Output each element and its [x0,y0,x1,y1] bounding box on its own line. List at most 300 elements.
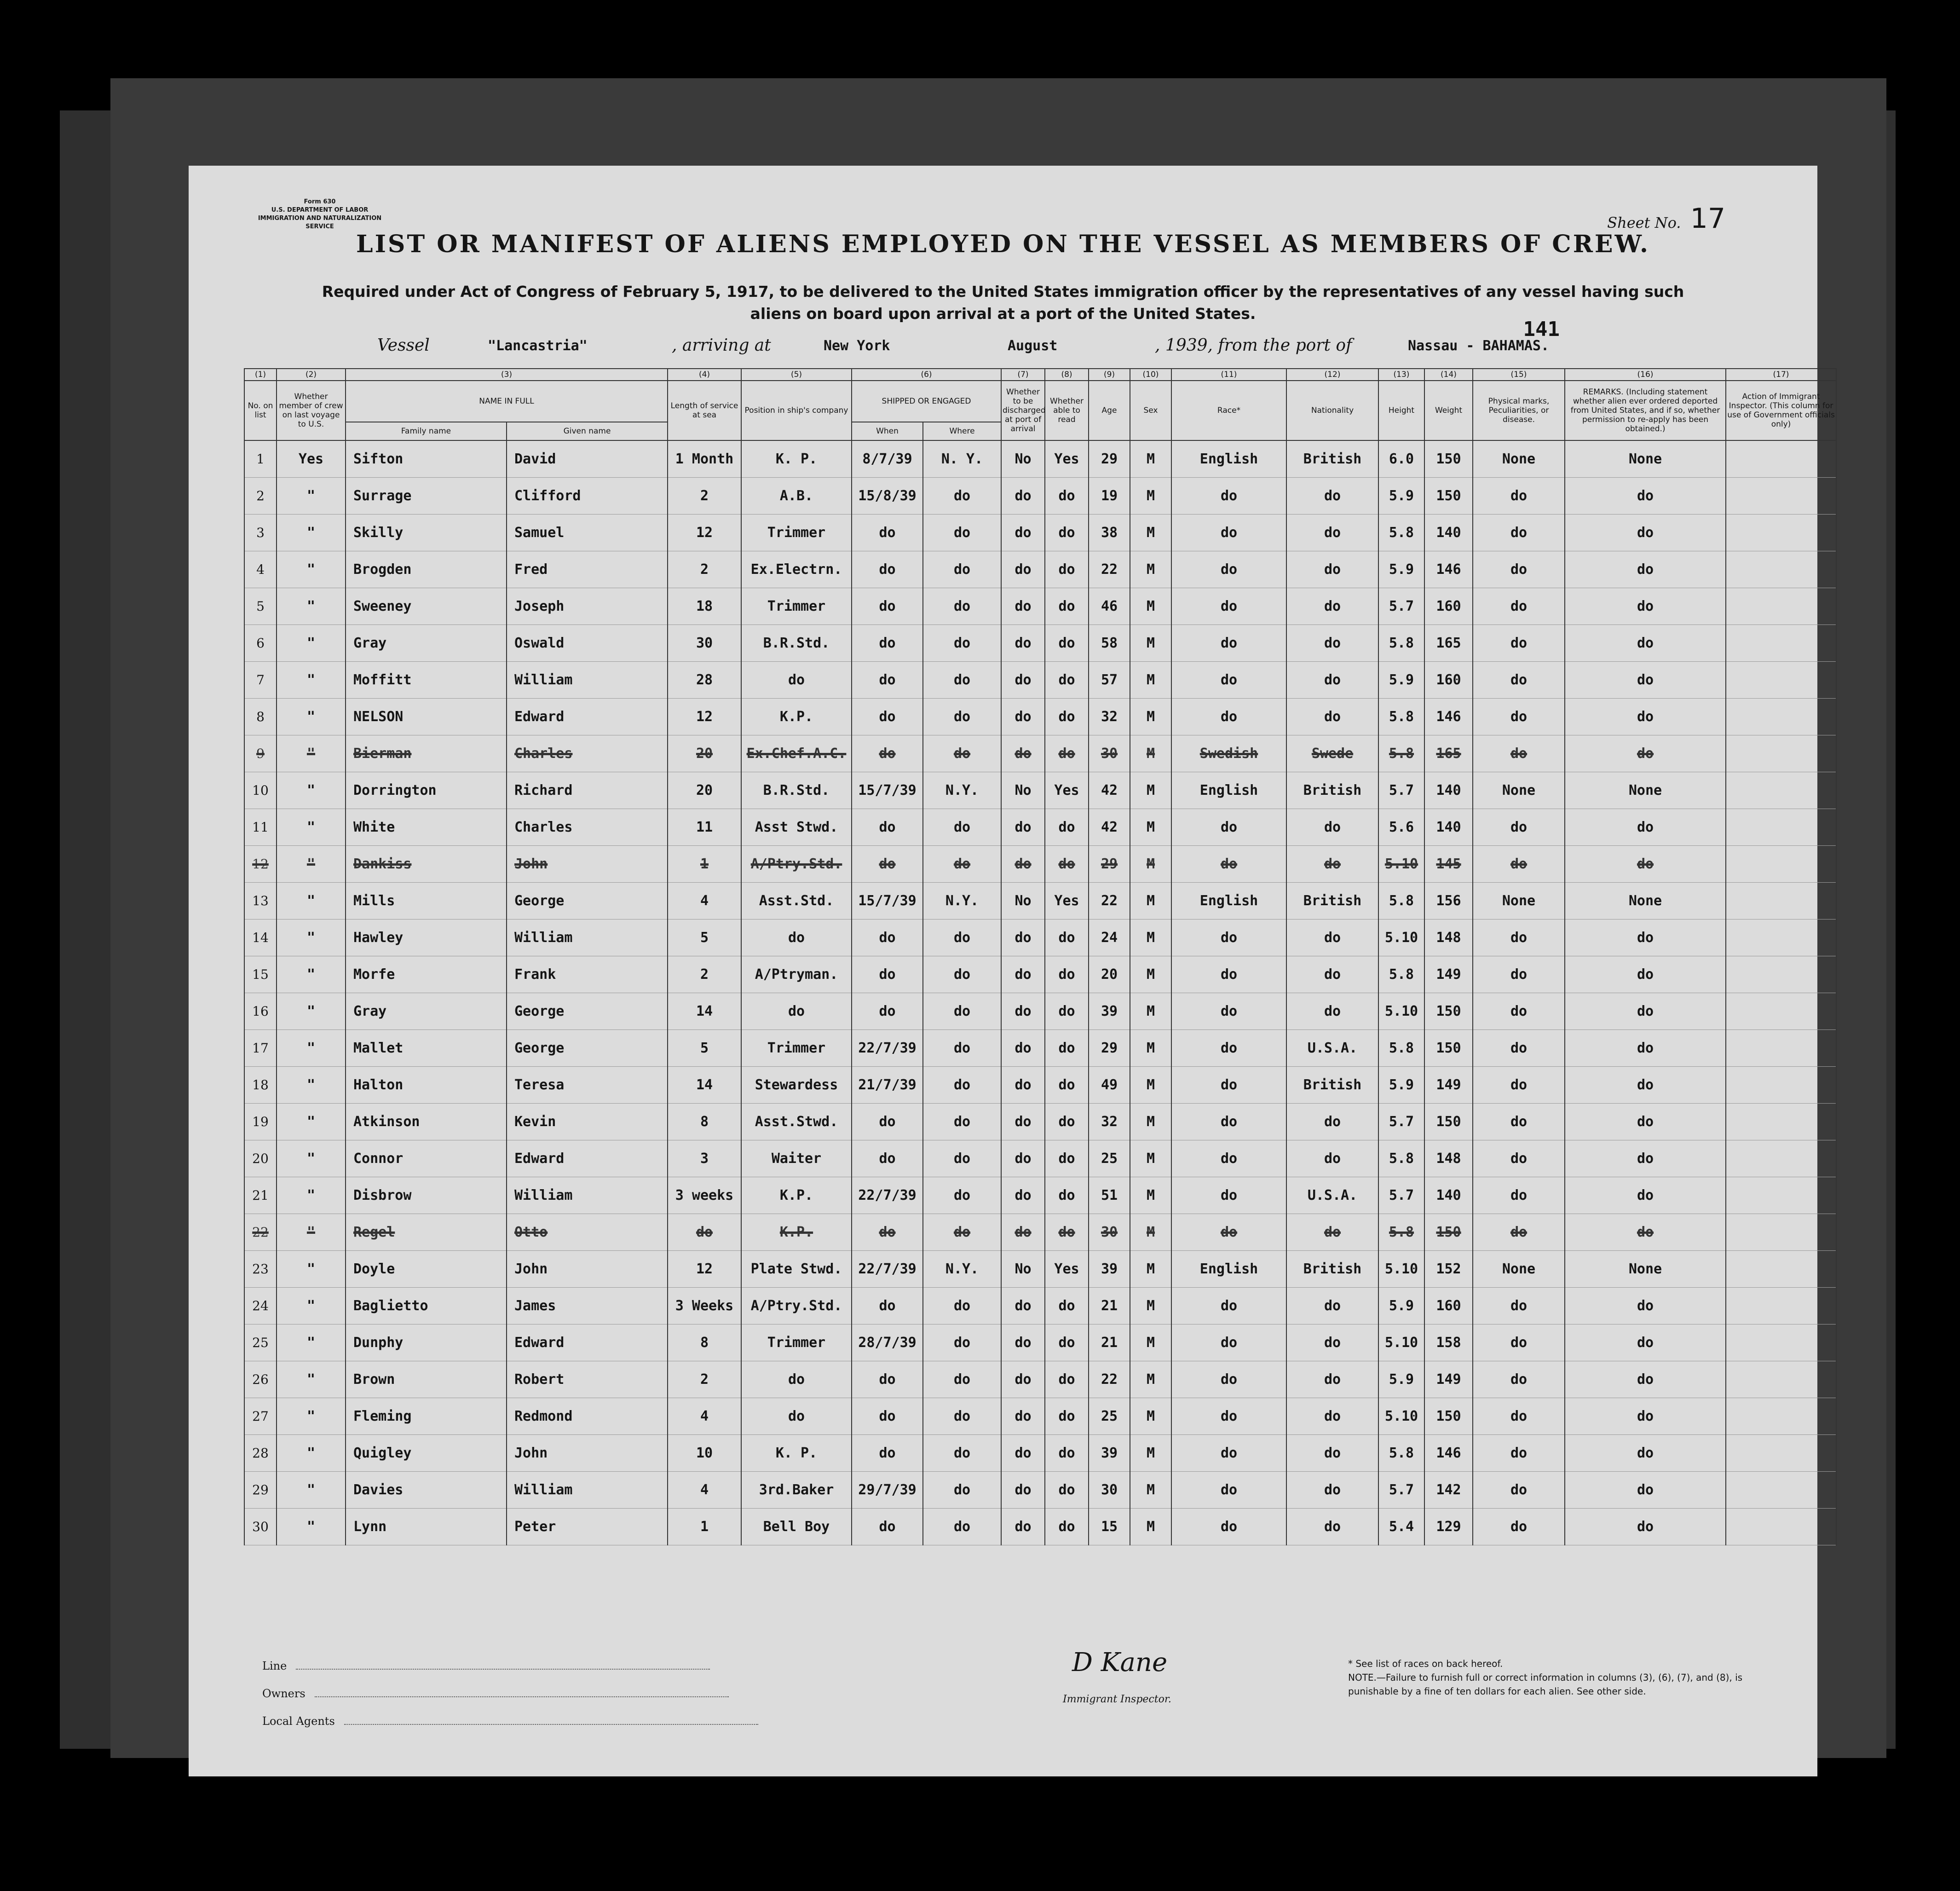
nationality-cell: do [1286,588,1378,625]
age-cell: 58 [1089,625,1130,662]
given-name-cell: George [507,1030,668,1067]
nationality-cell: do [1286,1472,1378,1509]
crew-row [244,1472,1836,1509]
remarks-cell: do [1565,919,1726,956]
able-to-read-cell: Yes [1045,440,1089,478]
sex-cell: M [1130,699,1171,735]
physical-marks-cell: None [1473,772,1565,809]
col-header-remarks: REMARKS. (Including statement whether alien ever ordered deported from United States, and if so, whether permission to re-apply has been obtained.) [1565,381,1726,440]
length-of-service-cell: 4 [668,1398,741,1435]
line-number-cell: 3 [244,515,277,551]
remarks-cell: None [1565,883,1726,919]
height-cell: 5.10 [1378,846,1424,883]
col-num-11: (11) [1171,369,1286,381]
family-name-cell: Mills [346,883,507,919]
shipped-when-cell: do [852,1509,923,1545]
age-cell: 32 [1089,1104,1130,1140]
col-header-physical-marks: Physical marks, Peculiarities, or disease. [1473,381,1565,440]
sex-cell: M [1130,551,1171,588]
footer-owners-label: Owners [262,1687,306,1700]
remarks-cell: do [1565,588,1726,625]
sex-cell: M [1130,1140,1171,1177]
age-cell: 32 [1089,699,1130,735]
height-cell: 5.7 [1378,1104,1424,1140]
previous-voyage-cell: " [277,993,346,1030]
family-name-cell: Dorrington [346,772,507,809]
line-number-cell: 27 [244,1398,277,1435]
shipped-when-cell: do [852,699,923,735]
length-of-service-cell: 12 [668,515,741,551]
sex-cell: M [1130,919,1171,956]
family-name-cell: Lynn [346,1509,507,1545]
position-cell: Asst.Stwd. [741,1104,852,1140]
weight-cell: 150 [1424,1398,1473,1435]
sex-cell: M [1130,1067,1171,1104]
previous-voyage-cell: " [277,1177,346,1214]
remarks-cell: do [1565,1104,1726,1140]
shipped-where-cell: do [923,1472,1001,1509]
height-cell: 5.6 [1378,809,1424,846]
given-name-cell: Teresa [507,1067,668,1104]
crew-row [244,919,1836,956]
crew-row [244,1030,1836,1067]
length-of-service-cell: 8 [668,1104,741,1140]
shipped-where-cell: N.Y. [923,883,1001,919]
position-cell: 3rd.Baker [741,1472,852,1509]
given-name-cell: Edward [507,1140,668,1177]
given-name-cell: Charles [507,735,668,772]
height-cell: 5.9 [1378,1361,1424,1398]
able-to-read-cell: do [1045,699,1089,735]
age-cell: 22 [1089,883,1130,919]
height-cell: 5.7 [1378,588,1424,625]
shipped-when-cell: do [852,1361,923,1398]
able-to-read-cell: Yes [1045,883,1089,919]
weight-cell: 150 [1424,1214,1473,1251]
weight-cell: 140 [1424,772,1473,809]
remarks-cell: do [1565,1030,1726,1067]
line-number-cell: 17 [244,1030,277,1067]
position-cell: Asst Stwd. [741,809,852,846]
nationality-cell: do [1286,1509,1378,1545]
crew-row [244,1140,1836,1177]
nationality-cell: do [1286,551,1378,588]
weight-cell: 150 [1424,440,1473,478]
previous-voyage-cell: " [277,1140,346,1177]
previous-voyage-cell: " [277,1288,346,1324]
family-name-cell: Morfe [346,956,507,993]
shipped-where-cell: do [923,1324,1001,1361]
nationality-cell: British [1286,1067,1378,1104]
sex-cell: M [1130,809,1171,846]
remarks-cell: do [1565,699,1726,735]
length-of-service-cell: 2 [668,551,741,588]
shipped-where-cell: do [923,1435,1001,1472]
able-to-read-cell: do [1045,956,1089,993]
col-header-given-name: Given name [507,422,668,440]
footer-agents-label: Local Agents [262,1715,335,1728]
previous-voyage-cell: " [277,662,346,699]
height-cell: 5.8 [1378,1030,1424,1067]
shipped-when-cell: do [852,515,923,551]
column-number-row [244,369,1836,381]
physical-marks-cell: do [1473,1435,1565,1472]
physical-marks-cell: do [1473,1104,1565,1140]
given-name-cell: Samuel [507,515,668,551]
col-header-previous-voyage: Whether member of crew on last voyage to U.S. [277,381,346,440]
list-number: 141 [1523,318,1560,341]
previous-voyage-cell: " [277,772,346,809]
previous-voyage-cell: " [277,1324,346,1361]
position-cell: Stewardess [741,1067,852,1104]
position-cell: do [741,919,852,956]
col-num-5: (5) [741,369,852,381]
race-cell: do [1171,919,1286,956]
col-num-8: (8) [1045,369,1089,381]
physical-marks-cell: do [1473,662,1565,699]
able-to-read-cell: do [1045,1472,1089,1509]
inspector-action-cell [1726,1177,1836,1214]
sex-cell: M [1130,662,1171,699]
col-num-15: (15) [1473,369,1565,381]
remarks-cell: do [1565,993,1726,1030]
age-cell: 22 [1089,1361,1130,1398]
able-to-read-cell: do [1045,1214,1089,1251]
length-of-service-cell: 30 [668,625,741,662]
shipped-where-cell: do [923,1509,1001,1545]
physical-marks-cell: do [1473,1472,1565,1509]
arrival-month: August [1008,338,1058,354]
line-number-cell: 11 [244,809,277,846]
family-name-cell: NELSON [346,699,507,735]
age-cell: 19 [1089,478,1130,515]
given-name-cell: Richard [507,772,668,809]
length-of-service-cell: 3 [668,1140,741,1177]
given-name-cell: John [507,1251,668,1288]
given-name-cell: William [507,1472,668,1509]
crew-row [244,1324,1836,1361]
position-cell: do [741,993,852,1030]
race-cell: do [1171,625,1286,662]
discharged-cell: do [1001,1214,1045,1251]
discharged-cell: do [1001,1067,1045,1104]
col-num-16: (16) [1565,369,1726,381]
remarks-cell: do [1565,551,1726,588]
shipped-where-cell: do [923,1140,1001,1177]
given-name-cell: Oswald [507,625,668,662]
height-cell: 5.8 [1378,515,1424,551]
line-number-cell: 24 [244,1288,277,1324]
inspector-action-cell [1726,1435,1836,1472]
race-cell: do [1171,1067,1286,1104]
page-title: LIST OR MANIFEST OF ALIENS EMPLOYED ON THE VESSEL AS MEMBERS OF CREW. [356,230,1650,258]
race-cell: do [1171,993,1286,1030]
inspector-action-cell [1726,883,1836,919]
line-number-cell: 28 [244,1435,277,1472]
col-header-discharged: Whether to be discharged at port of arrival [1001,381,1045,440]
weight-cell: 150 [1424,1104,1473,1140]
crew-row [244,1104,1836,1140]
given-name-cell: John [507,1435,668,1472]
line-number-cell: 7 [244,662,277,699]
shipped-when-cell: do [852,993,923,1030]
height-cell: 5.8 [1378,1140,1424,1177]
inspector-action-cell [1726,956,1836,993]
col-num-13: (13) [1378,369,1424,381]
family-name-cell: Skilly [346,515,507,551]
shipped-where-cell: do [923,956,1001,993]
height-cell: 5.8 [1378,1435,1424,1472]
line-number-cell: 13 [244,883,277,919]
physical-marks-cell: do [1473,588,1565,625]
weight-cell: 152 [1424,1251,1473,1288]
height-cell: 5.10 [1378,1398,1424,1435]
col-header-able-to-read: Whether able to read [1045,381,1089,440]
discharged-cell: do [1001,625,1045,662]
physical-marks-cell: do [1473,1288,1565,1324]
weight-cell: 149 [1424,956,1473,993]
line-number-cell: 1 [244,440,277,478]
col-header-nationality: Nationality [1286,381,1378,440]
height-cell: 5.4 [1378,1509,1424,1545]
crew-row [244,478,1836,515]
inspector-action-cell [1726,846,1836,883]
weight-cell: 145 [1424,846,1473,883]
age-cell: 21 [1089,1324,1130,1361]
age-cell: 39 [1089,1251,1130,1288]
age-cell: 20 [1089,956,1130,993]
races-note: * See list of races on back hereof. [1348,1658,1503,1669]
sheet-number-value: 17 [1690,202,1725,235]
family-name-cell: Dankiss [346,846,507,883]
service-name: IMMIGRATION AND NATURALIZATION SERVICE [258,215,382,230]
length-of-service-cell: 20 [668,772,741,809]
footer-line-field [262,1652,758,1680]
family-name-cell: Quigley [346,1435,507,1472]
given-name-cell: Robert [507,1361,668,1398]
weight-cell: 150 [1424,478,1473,515]
discharged-cell: do [1001,956,1045,993]
inspector-action-cell [1726,1324,1836,1361]
height-cell: 5.9 [1378,1288,1424,1324]
inspector-action-cell [1726,809,1836,846]
col-header-length-of-service: Length of service at sea [668,381,741,440]
length-of-service-cell: 1 [668,846,741,883]
vessel-label: Vessel [377,336,430,355]
shipped-when-cell: do [852,551,923,588]
height-cell: 5.8 [1378,735,1424,772]
previous-voyage-cell: " [277,1214,346,1251]
position-cell: K.P. [741,1214,852,1251]
discharged-cell: No [1001,772,1045,809]
line-number-cell: 15 [244,956,277,993]
length-of-service-cell: 3 Weeks [668,1288,741,1324]
shipped-when-cell: 28/7/39 [852,1324,923,1361]
sex-cell: M [1130,1251,1171,1288]
weight-cell: 129 [1424,1509,1473,1545]
form-header [258,198,382,231]
physical-marks-cell: do [1473,1177,1565,1214]
remarks-cell: do [1565,1361,1726,1398]
race-cell: do [1171,1104,1286,1140]
col-header-position: Position in ship's company [741,381,852,440]
given-name-cell: Kevin [507,1104,668,1140]
crew-manifest-table [244,368,1837,1545]
crew-row [244,1214,1836,1251]
race-cell: do [1171,699,1286,735]
age-cell: 46 [1089,588,1130,625]
line-number-cell: 12 [244,846,277,883]
col-header-race: Race* [1171,381,1286,440]
given-name-cell: Redmond [507,1398,668,1435]
sex-cell: M [1130,993,1171,1030]
shipped-when-cell: 21/7/39 [852,1067,923,1104]
physical-marks-cell: do [1473,1030,1565,1067]
physical-marks-cell: do [1473,846,1565,883]
inspector-action-cell [1726,1030,1836,1067]
line-number-cell: 26 [244,1361,277,1398]
shipped-when-cell: 22/7/39 [852,1030,923,1067]
nationality-cell: do [1286,993,1378,1030]
remarks-cell: do [1565,1288,1726,1324]
crew-row [244,993,1836,1030]
discharged-cell: do [1001,478,1045,515]
shipped-when-cell: do [852,625,923,662]
previous-voyage-cell: " [277,1251,346,1288]
crew-row [244,883,1836,919]
family-name-cell: Brown [346,1361,507,1398]
length-of-service-cell: 4 [668,883,741,919]
nationality-cell: do [1286,699,1378,735]
remarks-cell: do [1565,735,1726,772]
able-to-read-cell: do [1045,1509,1089,1545]
physical-marks-cell: do [1473,551,1565,588]
race-cell: English [1171,772,1286,809]
given-name-cell: Otto [507,1214,668,1251]
previous-voyage-cell: " [277,478,346,515]
physical-marks-cell: do [1473,1067,1565,1104]
sheet-number-label: Sheet No. [1607,214,1681,231]
crew-row [244,1177,1836,1214]
race-cell: do [1171,1324,1286,1361]
line-number-cell: 16 [244,993,277,1030]
height-cell: 5.10 [1378,993,1424,1030]
previous-voyage-cell: " [277,883,346,919]
discharged-cell: do [1001,1509,1045,1545]
position-cell: B.R.Std. [741,625,852,662]
nationality-cell: do [1286,1435,1378,1472]
shipped-where-cell: do [923,846,1001,883]
position-cell: do [741,1361,852,1398]
height-cell: 5.8 [1378,1214,1424,1251]
previous-voyage-cell: " [277,1472,346,1509]
weight-cell: 146 [1424,1435,1473,1472]
sex-cell: M [1130,772,1171,809]
inspector-action-cell [1726,588,1836,625]
position-cell: A/Ptry.Std. [741,1288,852,1324]
sex-cell: M [1130,588,1171,625]
shipped-where-cell: do [923,735,1001,772]
race-cell: do [1171,1509,1286,1545]
discharged-cell: No [1001,883,1045,919]
nationality-cell: British [1286,440,1378,478]
race-cell: do [1171,809,1286,846]
height-cell: 5.10 [1378,1251,1424,1288]
discharged-cell: do [1001,1435,1045,1472]
age-cell: 30 [1089,1214,1130,1251]
previous-voyage-cell: " [277,588,346,625]
shipped-where-cell: do [923,1030,1001,1067]
shipped-when-cell: 15/7/39 [852,883,923,919]
page-subtitle: Required under Act of Congress of February 5, 1917, to be delivered to the United States immigration officer by the representatives of any vessel having such aliens on board upon arrival at a port of the United States. [322,283,1684,323]
length-of-service-cell: 28 [668,662,741,699]
discharged-cell: do [1001,735,1045,772]
physical-marks-cell: do [1473,809,1565,846]
footer-notes [1348,1657,1790,1698]
age-cell: 29 [1089,846,1130,883]
shipped-where-cell: do [923,1361,1001,1398]
sex-cell: M [1130,1104,1171,1140]
crew-row [244,956,1836,993]
inspector-action-cell [1726,1361,1836,1398]
sex-cell: M [1130,1324,1171,1361]
inspector-action-cell [1726,1398,1836,1435]
inspector-action-cell [1726,772,1836,809]
discharged-cell: do [1001,1361,1045,1398]
col-num-3: (3) [346,369,668,381]
remarks-cell: do [1565,1435,1726,1472]
family-name-cell: Moffitt [346,662,507,699]
length-of-service-cell: 14 [668,1067,741,1104]
shipped-when-cell: do [852,919,923,956]
sex-cell: M [1130,1509,1171,1545]
race-cell: do [1171,515,1286,551]
col-header-age: Age [1089,381,1130,440]
height-cell: 5.10 [1378,1324,1424,1361]
discharged-cell: do [1001,993,1045,1030]
vessel-line [189,336,1817,364]
nationality-cell: do [1286,478,1378,515]
weight-cell: 149 [1424,1361,1473,1398]
col-header-weight: Weight [1424,381,1473,440]
physical-marks-cell: do [1473,735,1565,772]
nationality-cell: British [1286,772,1378,809]
length-of-service-cell: 5 [668,1030,741,1067]
arriving-port: New York [824,338,890,354]
family-name-cell: Davies [346,1472,507,1509]
shipped-when-cell: do [852,735,923,772]
weight-cell: 140 [1424,1177,1473,1214]
shipped-when-cell: do [852,809,923,846]
able-to-read-cell: do [1045,625,1089,662]
race-cell: do [1171,662,1286,699]
family-name-cell: Surrage [346,478,507,515]
height-cell: 5.9 [1378,478,1424,515]
physical-marks-cell: do [1473,625,1565,662]
remarks-cell: do [1565,1140,1726,1177]
race-cell: do [1171,1361,1286,1398]
nationality-cell: do [1286,1398,1378,1435]
shipped-when-cell: do [852,1435,923,1472]
vessel-name: "Lancastria" [488,338,588,354]
position-cell: Trimmer [741,588,852,625]
shipped-when-cell: do [852,1104,923,1140]
sex-cell: M [1130,1435,1171,1472]
position-cell: do [741,662,852,699]
previous-voyage-cell: " [277,919,346,956]
remarks-cell: do [1565,1472,1726,1509]
col-num-14: (14) [1424,369,1473,381]
